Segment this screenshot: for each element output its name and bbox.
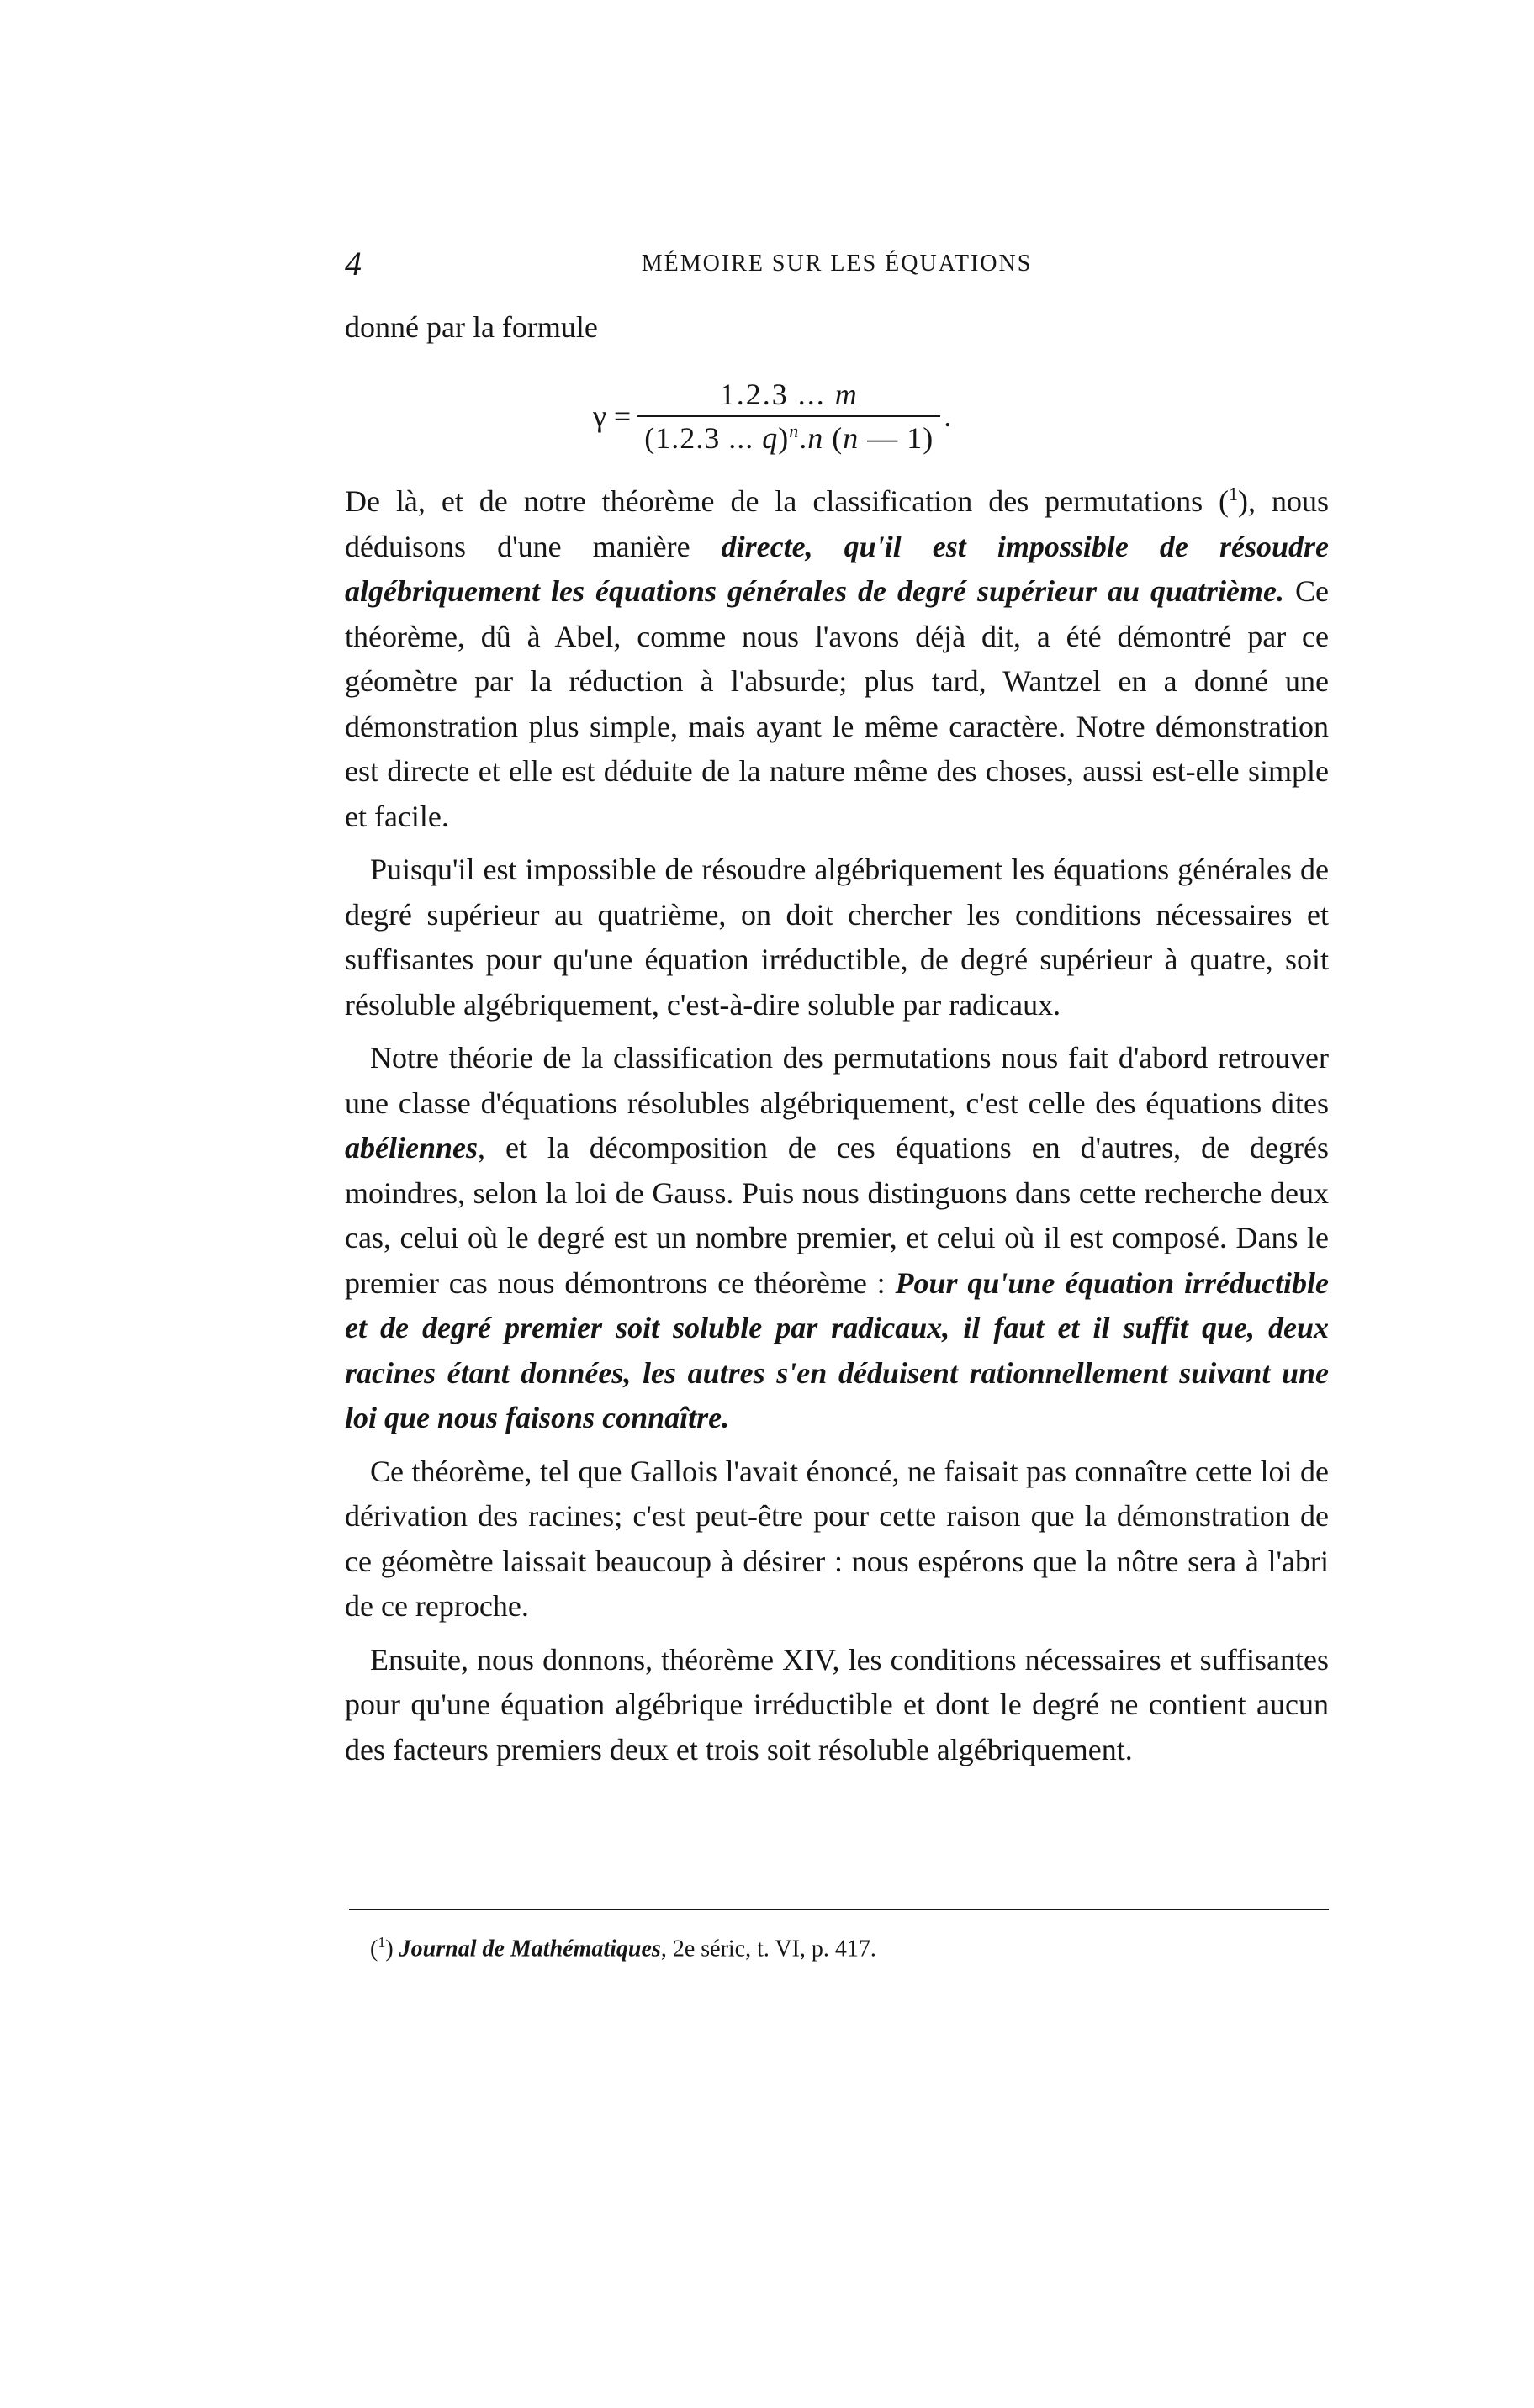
formula-fraction	[637, 377, 940, 456]
footnote-rule	[349, 1909, 1329, 1910]
numerator-prefix: 1.2.3 ...	[719, 378, 835, 411]
running-title: MÉMOIRE SUR LES ÉQUATIONS	[641, 251, 1033, 277]
footnote-reference[interactable]: 1	[1229, 483, 1239, 504]
footnote	[370, 1934, 876, 1962]
formula-lhs: γ =	[593, 399, 632, 433]
p3-emphasis-1: abéliennes	[345, 1131, 478, 1164]
formula-period: .	[944, 399, 952, 433]
formula-numerator	[706, 377, 872, 415]
paragraph-4: Ce théorème, tel que Gallois l'avait énoncé, ne faisait pas connaître cette loi de dérivation des racines; c'est peut-être pour cette raison que la démonstration de ce géomètre laissait beaucoup à désirer : nous espérons que la nôtre sera à l'abri de ce reproche.	[345, 1454, 1329, 1623]
den-exponent: n	[789, 420, 800, 441]
formula-denominator	[637, 415, 940, 456]
den-part-c: .	[799, 421, 808, 455]
p3-text-2: , et la décomposition de ces équations en d'autres, de degrés moindres, selon la loi de Gauss. Puis nous distinguons dans cette recherche deux cas, celui où le degré est un nombre premier, et celui où il est composé. Dans le premier cas nous démontrons ce théorème :	[345, 1131, 1329, 1300]
paragraph-2: Puisqu'il est impossible de résoudre algébriquement les équations générales de degré supérieur au quatrième, on doit chercher les conditions nécessaires et suffisantes pour qu'une équation irréductible, de degré supérieur à quatre, soit résoluble algébriquement, c'est-à-dire soluble par radicaux.	[345, 853, 1329, 1022]
page-header	[345, 244, 1329, 286]
den-n2: n	[843, 421, 860, 455]
den-n1: n	[807, 421, 824, 455]
numerator-variable: m	[834, 378, 859, 411]
page-number: 4	[345, 245, 362, 283]
den-part-a: (1.2.3 ...	[644, 421, 763, 455]
footnote-open: (	[370, 1935, 378, 1962]
den-part-b: )	[778, 421, 790, 455]
formula	[593, 374, 951, 458]
paragraph-5: Ensuite, nous donnons, théorème XIV, les conditions nécessaires et suffisantes pour qu'une équation algébrique irréductible et dont le degré ne contient aucun des facteurs premiers deux et trois soit résoluble algébriquement.	[345, 1642, 1329, 1766]
paragraph-1	[345, 479, 1329, 839]
footnote-mark: 1	[378, 1934, 386, 1951]
footnote-close: )	[385, 1935, 399, 1962]
body-text	[345, 479, 1329, 1781]
p1-text-2: ), nous déduisons d'une manière	[345, 484, 1329, 563]
footnote-rest: , 2e séric, t. VI, p. 417.	[660, 1935, 876, 1962]
p1-text-1: De là, et de notre théorème de la classification des permutations (	[345, 484, 1230, 518]
den-part-e: — 1)	[859, 421, 934, 455]
p1-emphasis: directe, qu'il est impossible de résoudre algébriquement les équations générales de degré supérieur au quatrième.	[345, 529, 1329, 608]
paragraph-3	[345, 1036, 1329, 1441]
p1-text-3: Ce théorème, dû à Abel, comme nous l'avons déjà dit, a été démontré par ce géomètre par la réduction à l'absurde; plus tard, Wantzel en a donné une démonstration plus simple, mais ayant le même caractère. Notre démonstration est directe et elle est déduite de la nature même des choses, aussi est-elle simple et facile.	[345, 574, 1329, 833]
intro-line: donné par la formule	[345, 310, 598, 344]
den-q: q	[762, 421, 779, 455]
p3-text-1: Notre théorie de la classification des permutations nous fait d'abord retrouver une classe d'équations résolubles algébriquement, c'est celle des équations dites	[345, 1041, 1329, 1120]
den-part-d: (	[823, 421, 844, 455]
footnote-journal: Journal de Mathématiques	[399, 1935, 661, 1962]
p3-emphasis-2: Pour qu'une équation irréductible et de degré premier soit soluble par radicaux, il faut et il suffit que, deux racines étant données, les autres s'en déduisent rationnellement suivant une loi que nous faisons connaître.	[345, 1265, 1330, 1434]
